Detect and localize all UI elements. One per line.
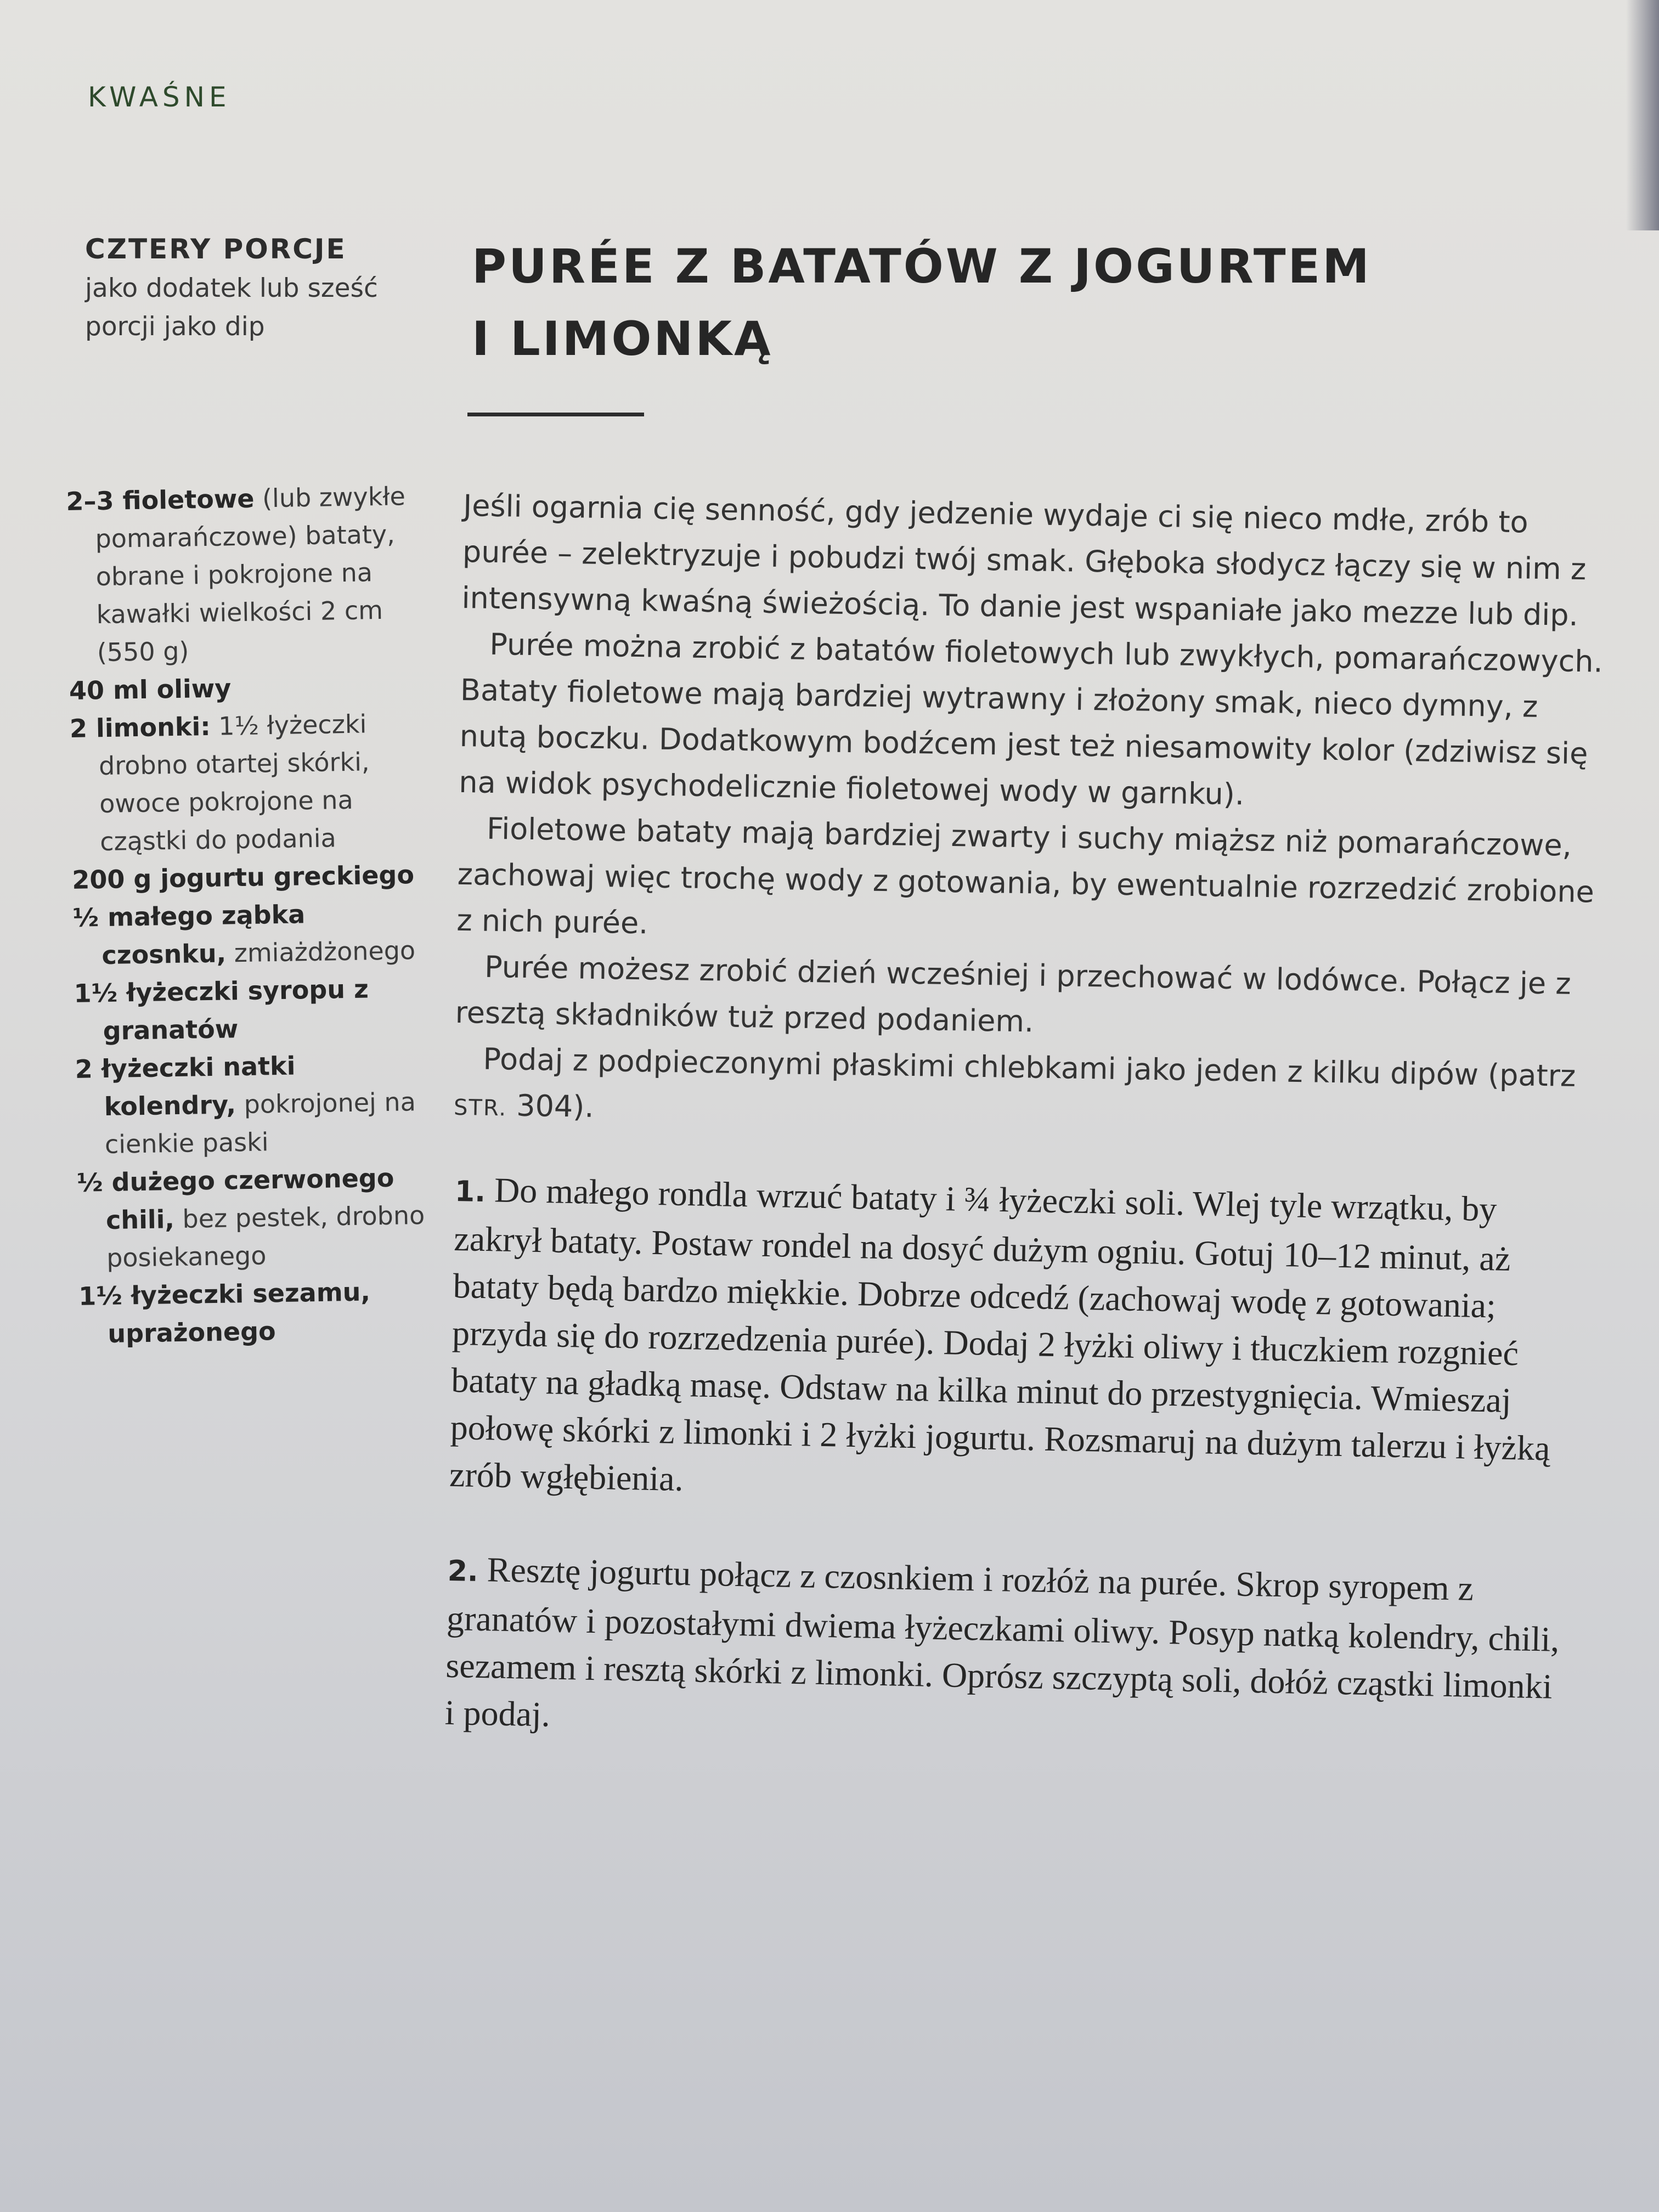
ingredient-name: 200 g jogurtu greckiego (71, 860, 415, 895)
intro-serving-text: Podaj z podpieczonymi płaskimi chlebkami jako jeden z kilku dipów (patrz (483, 1041, 1576, 1093)
step-number: 2. (447, 1554, 479, 1588)
ingredients-list (66, 477, 431, 1353)
recipe-title (472, 230, 1514, 375)
ingredient-item (78, 1272, 431, 1353)
servings-title: CZTERY PORCJE (85, 233, 347, 265)
ingredient-detail: (lub zwykłe pomarańczowe) bataty, obrane i pokrojone na kawałki wielkości 2 cm (550 g) (95, 481, 406, 668)
method-steps (443, 1166, 1579, 1805)
ingredient-name: ½ małego ząbka czosnku, (72, 899, 306, 970)
ingredient-item (77, 1159, 430, 1278)
ingredient-item (75, 1045, 427, 1164)
ingredient-item (72, 894, 425, 975)
step-text: Resztę jogurtu połącz z czosnkiem i rozłóż na purée. Skrop syropem z granatów i pozostałymi dwiema łyżeczkami oliwy. Posyp natką kolendry, chili, sezamem i resztą skórki z limonki. Oprósz szczyptą soli, dołóż cząstki limonki i podaj. (444, 1549, 1560, 1734)
intro-paragraph: Jeśli ogarnia cię senność, gdy jedzenie wydaje ci się nieco mdłe, zrób to purée – zelektryzuje i pobudzi twój smak. Głęboka słodycz łączy się w nim z intensywną kwaśną świeżością. To danie jest wspaniałe jako mezze lub dip. (461, 488, 1587, 633)
step-text: Do małego rondla wrzuć bataty i ¾ łyżeczki soli. Wlej tyle wrzątku, by zakrył bataty. Postaw rondel na dosyć dużym ogniu. Gotuj 10–12 minut, aż bataty będą bardzo miękkie. Dobrze odcedź (zachowaj wodę z gotowania; przyda się do rozrzedzenia purée). Dodaj 2 łyżki oliwy i tłuczkiem rozgnieć bataty na gładką masę. Odstaw na kilka minut do przestygnięcia. Wmieszaj połowę skórki z limonki i 2 łyżki jogurtu. Rozsmaruj na dużym talerzu i łyżką zrób wgłębienia. (449, 1170, 1551, 1499)
servings-note-line-1: jako dodatek lub sześć (85, 273, 378, 303)
ingredient-name: 2 limonki: (69, 711, 211, 743)
recipe-title-line-1: PURÉE Z BATATÓW Z JOGURTEM (472, 239, 1372, 294)
step-number: 1. (454, 1175, 486, 1209)
ingredient-detail: pokrojonej na cienkie paski (104, 1087, 416, 1160)
intro-paragraph: Fioletowe bataty mają bardziej zwarty i suchy miąższ niż pomarańczowe, zachowaj więc trochę wody z gotowania, by ewentualnie rozrzedzić zrobione z nich purée. (456, 811, 1595, 941)
method-step (444, 1545, 1572, 1758)
section-label: KWAŚNE (88, 81, 231, 113)
ingredient-item (70, 704, 423, 861)
intro-paragraph (453, 1036, 1601, 1149)
servings-note (85, 269, 392, 346)
ingredient-name: 2 łyżeczki natki kolendry, (75, 1051, 296, 1122)
page-ref-label: STR. (453, 1094, 507, 1121)
ingredient-item (74, 969, 426, 1051)
ingredient-detail: 1½ łyżeczki drobno otartej skórki, owoce pokrojone na cząstki do podania (98, 709, 370, 857)
ingredient-item (72, 856, 424, 899)
page-ref-number: 304). (506, 1088, 595, 1124)
servings-block (85, 233, 392, 346)
ingredient-item (69, 667, 420, 710)
ingredient-name: ½ dużego czerwonego chili, (76, 1163, 394, 1235)
page-edge-shadow (1626, 0, 1659, 230)
intro-paragraph: Purée możesz zrobić dzień wcześniej i przechować w lodówce. Połącz je z resztą składników tuż przed podaniem. (455, 949, 1572, 1039)
ingredient-name: 1½ łyżeczki syropu z granatów (74, 974, 369, 1046)
ingredient-name: 40 ml oliwy (69, 673, 232, 706)
ingredient-item (66, 477, 420, 672)
ingredient-detail: zmiażdżonego (225, 935, 416, 968)
intro-paragraph: Purée można zrobić z batatów fioletowych lub zwykłych, pomarańczowych. Bataty fioletowe mają bardziej wytrawny i złożony smak, nieco dymny, z nutą boczku. Dodatkowym bodźcem jest też niesamowity kolor (zdziwisz się na widok psychodelicznie fioletowej wody w garnku). (458, 627, 1604, 812)
ingredient-name: 1½ łyżeczki sezamu, uprażonego (78, 1277, 371, 1348)
ingredient-name: 2–3 fioletowe (66, 483, 255, 516)
recipe-title-line-2: I LIMONKĄ (472, 312, 773, 366)
ingredient-detail: bez pestek, drobno posiekanego (106, 1200, 425, 1273)
title-divider (467, 413, 644, 416)
method-step (449, 1166, 1579, 1520)
servings-note-line-2: porcji jako dip (85, 312, 265, 342)
intro-text (453, 483, 1610, 1149)
